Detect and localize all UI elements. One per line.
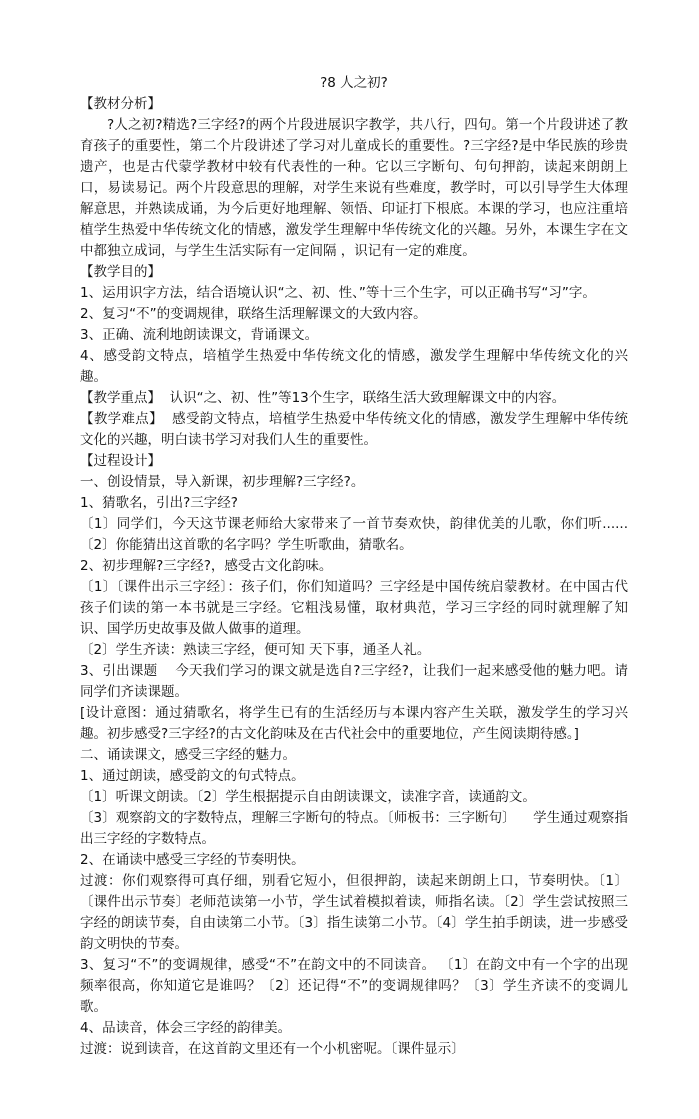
sub-step-1-3: 3、引出课题 今天我们学习的课文就是选自?三字经?，让我们一起来感受他的魅力吧。请同学们齐读课题。 bbox=[80, 663, 628, 700]
design-intent-note: [设计意图：通过猜歌名，将学生已有的生活经历与本课内容产生关联，激发学生的学习兴趣。初步感受?三字经?的古文化韵味及在古代社会中的重要地位，产生阅读期待感。] bbox=[80, 705, 628, 742]
paragraph-courseware-intro: 〔1〕〔课件出示三字经〕：孩子们，你们知道吗？三字经是中国传统启蒙教材。在中国古代孩子们读的第一本书就是三字经。它粗浅易懂，取材典范，学习三字经的同时就理解了知识、国学历史故事及做人做事的道理。 bbox=[80, 579, 628, 637]
sub-step-2-4: 4、品读音，体会三字经的韵律美。 bbox=[80, 1020, 292, 1036]
step-heading-2: 二、诵读课文，感受三字经的魅力。 bbox=[80, 747, 296, 763]
document-title: ?8 人之初? bbox=[320, 75, 388, 91]
sub-step-2-2: 2、在诵读中感受三字经的节奏明快。 bbox=[80, 852, 305, 868]
paragraph-pronunciation-transition: 过渡：说到读音，在这首韵文里还有一个小机密呢。〔课件显示〕 bbox=[80, 1041, 465, 1057]
goal-item-3: 3、正确、流利地朗读课文，背诵课文。 bbox=[80, 327, 319, 343]
paragraph-rhythm-transition: 过渡：你们观察得可真仔细，别看它短小，但很押韵，读起来朗朗上口，节奏明快。〔1〕〔课件出示节奏〕老师范读第一小节，学生试着模拟着读，师指名读。〔2〕学生尝试按照三字经的朗读节奏，自由读第二小节。〔3〕指生读第二小节。〔4〕学生拍手朗读，进一步感受韵文明快的节奏。 bbox=[80, 873, 628, 952]
goal-item-4: 4、感受韵文特点，培植学生热爱中华传统文化的情感，激发学生理解中华传统文化的兴趣。 bbox=[80, 348, 628, 385]
sub-step-2-3: 3、复习“不”的变调规律，感受“不”在韵文中的不同读音。 〔1〕在韵文中有一个字的出现频率很高，你知道它是谁吗？〔2〕还记得“不”的变调规律吗？〔3〕学生齐读不的变调儿歌。 bbox=[80, 957, 628, 1015]
section-heading-material-analysis: 【教材分析】 bbox=[80, 96, 161, 112]
paragraph-observe-count: 〔3〕观察韵文的字数特点，理解三字断句的特点。〔师板书：三字断句〕 学生通过观察指出三字经的字数特点。 bbox=[80, 810, 628, 847]
teaching-difficulties: 【教学难点】 感受韵文特点，培植学生热爱中华传统文化的情感，激发学生理解中华传统文化的兴趣，明白读书学习对我们人生的重要性。 bbox=[80, 411, 628, 448]
sub-step-2-1: 1、通过朗读，感受韵文的句式特点。 bbox=[80, 768, 305, 784]
goal-item-1: 1、运用识字方法，结合语境认识“之、初、性、”等十三个生字，可以正确书写“习”字。 bbox=[80, 285, 596, 301]
paragraph-students-read: 〔2〕学生齐读：熟读三字经，便可知 天下事，通圣人礼。 bbox=[80, 642, 431, 658]
goal-item-2: 2、复习“不”的变调规律，联络生活理解课文的大致内容。 bbox=[80, 306, 427, 322]
sub-step-1-2: 2、初步理解?三字经?，感受古文化韵味。 bbox=[80, 558, 333, 574]
document-page bbox=[80, 72, 628, 1060]
paragraph-guess-song: 〔1〕同学们，今天这节课老师给大家带来了一首节奏欢快，韵律优美的儿歌，你们听......〔2〕你能猜出这首歌的名字吗？学生听歌曲，猜歌名。 bbox=[80, 516, 628, 553]
paragraph-listen-read: 〔1〕听课文朗读。〔2〕学生根据提示自由朗读课文，读准字音，读通韵文。 bbox=[80, 789, 536, 805]
section-heading-teaching-goals: 【教学目的】 bbox=[80, 264, 161, 280]
step-heading-1: 一、创设情景，导入新课，初步理解?三字经?。 bbox=[80, 474, 365, 490]
paragraph-material-analysis: ?人之初?精选?三字经?的两个片段进展识字教学，共八行，四句。第一个片段讲述了教育孩子的重要性，第二个片段讲述了学习对儿童成长的重要性。?三字经?是中华民族的珍贵遗产，也是古代蒙学教材中较有代表性的一种。它以三字断句、句句押韵，读起来朗朗上口，易读易记。两个片段意思的理解，对学生来说有些难度，教学时，可以引导学生大体理解意思，并熟读成诵，为今后更好地理解、领悟、印证打下根底。本课的学习，也应注重培植学生热爱中华传统文化的情感，激发学生理解中华传统文化的兴趣。另外，本课生字在文中都独立成词，与学生生活实际有一定间隔 ，识记有一定的难度。 bbox=[80, 117, 628, 259]
teaching-key-points: 【教学重点】 认识“之、初、性”等13个生字，联络生活大致理解课文中的内容。 bbox=[80, 390, 566, 406]
section-heading-process-design: 【过程设计】 bbox=[80, 453, 161, 469]
sub-step-1-1: 1、猜歌名，引出?三字经? bbox=[80, 495, 238, 511]
